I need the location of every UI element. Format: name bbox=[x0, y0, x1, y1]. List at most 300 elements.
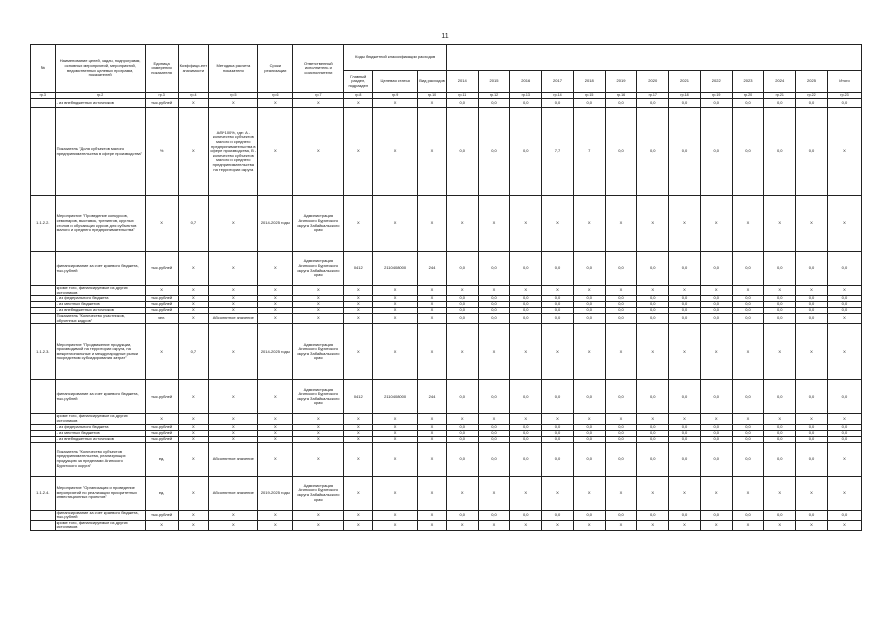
row-title: Мероприятие "Организация и проведение мероприятий по реализации приоритетных инвестиционных проектов" bbox=[55, 476, 145, 510]
table-cell: A/B*100%, где: A - количество субъектов малого и среднего предпринимательства в сфере производства, B - количество субъектов малого и среднего предпринимательства на территории округа bbox=[209, 108, 258, 196]
table-cell: 0,0 bbox=[732, 99, 764, 108]
table-cell: 0,0 bbox=[542, 442, 574, 476]
table-cell: X bbox=[827, 314, 861, 324]
table-cell: X bbox=[258, 510, 293, 520]
row-title: кроме того, финансируемые из других источников bbox=[55, 414, 145, 424]
table-cell: X bbox=[510, 414, 542, 424]
table-cell: 2014-2025 годы bbox=[258, 324, 293, 380]
header-year: 2016 bbox=[510, 71, 542, 93]
header-number: № bbox=[31, 45, 56, 93]
table-cell: 0,0 bbox=[446, 424, 478, 430]
row-title: финансирование за счет краевого бюджета, тыс.рублей bbox=[55, 510, 145, 520]
table-row bbox=[31, 520, 862, 530]
table-cell: X bbox=[510, 476, 542, 510]
table-cell: 0,0 bbox=[542, 314, 574, 324]
column-number: гр.23 bbox=[827, 93, 861, 99]
row-code bbox=[31, 99, 56, 108]
table-cell: X bbox=[669, 196, 701, 252]
table-cell: X bbox=[637, 196, 669, 252]
table-cell: X bbox=[258, 436, 293, 442]
table-row bbox=[31, 196, 862, 252]
table-cell: 244 bbox=[418, 380, 447, 414]
table-cell: X bbox=[209, 302, 258, 308]
table-cell: X bbox=[732, 286, 764, 296]
table-row bbox=[31, 510, 862, 520]
table-cell: 0,0 bbox=[764, 424, 796, 430]
table-cell: X bbox=[669, 324, 701, 380]
table-cell: X bbox=[732, 520, 764, 530]
table-cell: X bbox=[542, 414, 574, 424]
table-cell: 0,0 bbox=[700, 442, 732, 476]
table-cell: 0,0 bbox=[764, 252, 796, 286]
table-cell: X bbox=[764, 196, 796, 252]
row-code bbox=[31, 442, 56, 476]
table-cell: 0,0 bbox=[605, 308, 637, 314]
row-title: Показатель "Количество участников, обученных кадров" bbox=[55, 314, 145, 324]
table-cell: X bbox=[145, 520, 178, 530]
table-cell: X bbox=[258, 442, 293, 476]
table-cell: 0,0 bbox=[796, 308, 828, 314]
table-cell: X bbox=[178, 430, 209, 436]
column-number: гр.13 bbox=[510, 93, 542, 99]
table-cell: 0,0 bbox=[796, 108, 828, 196]
table-cell: X bbox=[764, 414, 796, 424]
column-number: гр.22 bbox=[796, 93, 828, 99]
table-cell: X bbox=[732, 324, 764, 380]
table-cell: 0,0 bbox=[796, 252, 828, 286]
table-cell: X bbox=[344, 436, 373, 442]
table-cell: 0,0 bbox=[764, 430, 796, 436]
column-number: гр.15 bbox=[573, 93, 605, 99]
table-cell: X bbox=[178, 314, 209, 324]
table-cell: 0,0 bbox=[669, 296, 701, 302]
column-number: гр.5 bbox=[209, 93, 258, 99]
table-cell: 0,0 bbox=[605, 252, 637, 286]
table-cell: X bbox=[344, 196, 373, 252]
column-number: гр.14 bbox=[542, 93, 574, 99]
table-cell: 0,0 bbox=[732, 436, 764, 442]
table-cell: X bbox=[827, 414, 861, 424]
table-cell: X bbox=[732, 476, 764, 510]
table-cell: 0,0 bbox=[637, 442, 669, 476]
table-cell: 0,0 bbox=[827, 380, 861, 414]
table-cell: X bbox=[446, 520, 478, 530]
table-cell: X bbox=[796, 196, 828, 252]
table-cell: X bbox=[796, 520, 828, 530]
table-cell: 2110408000 bbox=[373, 380, 418, 414]
table-cell: X bbox=[178, 302, 209, 308]
column-number: гр.20 bbox=[732, 93, 764, 99]
table-cell: X bbox=[258, 302, 293, 308]
table-cell: 0,7 bbox=[178, 196, 209, 252]
table-cell: 0,0 bbox=[700, 380, 732, 414]
table-cell: X bbox=[178, 476, 209, 510]
table-cell: 0,0 bbox=[637, 108, 669, 196]
table-cell: 0,0 bbox=[542, 510, 574, 520]
table-cell: 0,0 bbox=[478, 510, 510, 520]
row-title: - из местных бюджетов bbox=[55, 430, 145, 436]
table-row bbox=[31, 414, 862, 424]
table-row bbox=[31, 380, 862, 414]
table-cell: X bbox=[178, 380, 209, 414]
row-title: финансирование за счет краевого бюджета, тыс.рублей bbox=[55, 380, 145, 414]
row-title: - из федерального бюджета bbox=[55, 424, 145, 430]
table-cell: X bbox=[796, 286, 828, 296]
table-cell: X bbox=[293, 414, 344, 424]
table-cell: X bbox=[669, 286, 701, 296]
table-cell: X bbox=[373, 324, 418, 380]
table-cell: X bbox=[373, 510, 418, 520]
table-cell: X bbox=[344, 296, 373, 302]
table-cell: X bbox=[373, 302, 418, 308]
table-cell: X bbox=[418, 430, 447, 436]
table-cell: 0,0 bbox=[510, 308, 542, 314]
table-cell: X bbox=[478, 476, 510, 510]
column-number: гр.3 bbox=[31, 93, 56, 99]
table-cell: 0,0 bbox=[605, 108, 637, 196]
header-unit: Единица измерения показателя bbox=[145, 45, 178, 93]
page-number: 11 bbox=[441, 33, 449, 40]
table-cell: X bbox=[764, 520, 796, 530]
table-cell: 0,0 bbox=[796, 380, 828, 414]
table-cell: 0,0 bbox=[573, 252, 605, 286]
table-row bbox=[31, 252, 862, 286]
header-year: 2017 bbox=[542, 71, 574, 93]
table-row bbox=[31, 476, 862, 510]
table-cell: 0,0 bbox=[510, 424, 542, 430]
header-year: 2015 bbox=[478, 71, 510, 93]
table-cell: 0,0 bbox=[573, 430, 605, 436]
table-cell: X bbox=[418, 510, 447, 520]
table-cell: X bbox=[344, 286, 373, 296]
table-cell: X bbox=[344, 324, 373, 380]
table-cell: X bbox=[178, 436, 209, 442]
table-cell: X bbox=[209, 99, 258, 108]
table-cell: X bbox=[209, 324, 258, 380]
table-cell: X bbox=[145, 286, 178, 296]
table-cell: X bbox=[178, 510, 209, 520]
table-cell: X bbox=[258, 430, 293, 436]
header-expense-type: Вид расходов bbox=[418, 71, 447, 93]
table-cell: 0,0 bbox=[764, 302, 796, 308]
table-cell: 0,0 bbox=[510, 252, 542, 286]
table-cell: 0,0 bbox=[669, 424, 701, 430]
table-cell: X bbox=[293, 286, 344, 296]
table-cell: X bbox=[827, 442, 861, 476]
column-number: гр.10 bbox=[418, 93, 447, 99]
table-cell: 0,0 bbox=[669, 436, 701, 442]
table-cell: X bbox=[145, 196, 178, 252]
table-cell: 7 bbox=[573, 108, 605, 196]
table-cell: 0,0 bbox=[573, 302, 605, 308]
table-cell: 0,0 bbox=[573, 436, 605, 442]
table-cell: 0,7 bbox=[178, 324, 209, 380]
table-cell: X bbox=[145, 324, 178, 380]
table-cell: X bbox=[344, 520, 373, 530]
table-cell: X bbox=[418, 436, 447, 442]
table-cell: X bbox=[700, 324, 732, 380]
table-cell: Администрация Агинского Бурятского округа Забайкальского края bbox=[293, 380, 344, 414]
header-year: 2021 bbox=[669, 71, 701, 93]
header-target-article: Целевая статья bbox=[373, 71, 418, 93]
table-cell: X bbox=[478, 414, 510, 424]
table-cell: X bbox=[605, 324, 637, 380]
table-cell: 0,0 bbox=[478, 424, 510, 430]
table-cell: 0,0 bbox=[700, 430, 732, 436]
table-cell: 0,0 bbox=[605, 510, 637, 520]
table-cell: 0,0 bbox=[796, 436, 828, 442]
table-cell: 7,7 bbox=[542, 108, 574, 196]
table-cell: 0,0 bbox=[827, 510, 861, 520]
table-cell: X bbox=[373, 99, 418, 108]
table-cell: 0,0 bbox=[637, 296, 669, 302]
table-cell: 0,0 bbox=[446, 296, 478, 302]
table-cell: 0,0 bbox=[573, 442, 605, 476]
table-cell: 0,0 bbox=[446, 314, 478, 324]
table-cell: 0,0 bbox=[446, 308, 478, 314]
table-cell: 0,0 bbox=[510, 108, 542, 196]
table-cell: X bbox=[258, 252, 293, 286]
table-cell: X bbox=[669, 520, 701, 530]
column-number: гр.7 bbox=[293, 93, 344, 99]
table-cell: 0,0 bbox=[446, 510, 478, 520]
table-cell: X bbox=[178, 108, 209, 196]
table-cell: X bbox=[258, 314, 293, 324]
table-cell: ед. bbox=[145, 442, 178, 476]
table-cell: 0,0 bbox=[700, 252, 732, 286]
row-title: Показатель "Доля субъектов малого предпринимательства в сфере производства" bbox=[55, 108, 145, 196]
header-method: Методика расчета показателя bbox=[209, 45, 258, 93]
table-cell: 0,0 bbox=[478, 442, 510, 476]
table-cell: X bbox=[209, 252, 258, 286]
table-cell: X bbox=[764, 286, 796, 296]
table-cell: 2019-2025 годы bbox=[258, 476, 293, 510]
column-number: гр.12 bbox=[478, 93, 510, 99]
table-cell: 0,0 bbox=[446, 442, 478, 476]
table-cell: 0,0 bbox=[542, 252, 574, 286]
table-cell: X bbox=[605, 286, 637, 296]
table-cell: 0,0 bbox=[478, 314, 510, 324]
table-cell: X bbox=[373, 430, 418, 436]
table-cell: X bbox=[764, 324, 796, 380]
row-code bbox=[31, 520, 56, 530]
header-name: Наименование целей, задач, подпрограмм, основных мероприятий, мероприятий, ведомственных целевых программ, показателей bbox=[55, 45, 145, 93]
header-section: Главный раздел, подраздел bbox=[344, 71, 373, 93]
table-row bbox=[31, 324, 862, 380]
table-cell: X bbox=[418, 296, 447, 302]
table-cell: 0,0 bbox=[637, 380, 669, 414]
table-cell: 0,0 bbox=[573, 99, 605, 108]
table-cell: X bbox=[542, 520, 574, 530]
row-code bbox=[31, 252, 56, 286]
row-code: 1.1.2.2. bbox=[31, 196, 56, 252]
table-cell: X bbox=[344, 476, 373, 510]
row-title: Мероприятие "Проведение конкурсов, семинаров, выставок, тренингов, круглых столов и обучающих курсов для субъектов малого и среднего предпринимательства" bbox=[55, 196, 145, 252]
table-cell: X bbox=[446, 196, 478, 252]
table-cell: X bbox=[827, 520, 861, 530]
table-cell: Абсолютное значение bbox=[209, 476, 258, 510]
table-cell: ед. bbox=[145, 476, 178, 510]
header-coefficient: Коэффици-ент значимости bbox=[178, 45, 209, 93]
table-cell: 0,0 bbox=[669, 108, 701, 196]
table-cell: X bbox=[344, 510, 373, 520]
table-cell: 0,0 bbox=[764, 308, 796, 314]
table-cell: 0,0 bbox=[446, 252, 478, 286]
table-cell: 0,0 bbox=[510, 380, 542, 414]
table-cell: 0,0 bbox=[637, 430, 669, 436]
table-cell: X bbox=[258, 286, 293, 296]
table-cell: X bbox=[344, 302, 373, 308]
table-cell: X bbox=[373, 476, 418, 510]
table-cell: X bbox=[637, 286, 669, 296]
header-year: 2018 bbox=[573, 71, 605, 93]
table-cell: 0,0 bbox=[605, 99, 637, 108]
table-cell: X bbox=[258, 99, 293, 108]
table-cell: 0,0 bbox=[542, 296, 574, 302]
table-cell: 0,0 bbox=[637, 99, 669, 108]
row-code bbox=[31, 380, 56, 414]
table-cell: 0,0 bbox=[827, 302, 861, 308]
table-cell: 0,0 bbox=[700, 108, 732, 196]
table-cell: X bbox=[344, 99, 373, 108]
row-code bbox=[31, 108, 56, 196]
table-cell: X bbox=[178, 252, 209, 286]
table-cell: X bbox=[418, 442, 447, 476]
table-cell: 0,0 bbox=[573, 380, 605, 414]
header-year: 2022 bbox=[700, 71, 732, 93]
table-cell: X bbox=[373, 286, 418, 296]
table-cell: X bbox=[637, 520, 669, 530]
column-number: гр.6 bbox=[258, 93, 293, 99]
table-cell: 0,0 bbox=[637, 424, 669, 430]
row-title: - из внебюджетных источников bbox=[55, 99, 145, 108]
table-cell: 0,0 bbox=[573, 296, 605, 302]
table-row bbox=[31, 108, 862, 196]
table-cell: X bbox=[178, 286, 209, 296]
table-cell: 0,0 bbox=[542, 302, 574, 308]
table-cell: X bbox=[446, 324, 478, 380]
table-cell: 0,0 bbox=[637, 308, 669, 314]
table-cell: X bbox=[446, 286, 478, 296]
table-cell: 0,0 bbox=[669, 442, 701, 476]
table-cell: 0,0 bbox=[510, 314, 542, 324]
table-cell: X bbox=[344, 424, 373, 430]
column-number: гр.17 bbox=[637, 93, 669, 99]
table-cell: 0,0 bbox=[637, 252, 669, 286]
table-cell: X bbox=[293, 424, 344, 430]
table-cell: 0,0 bbox=[542, 380, 574, 414]
table-cell: 0,0 bbox=[827, 424, 861, 430]
table-cell: 0,0 bbox=[732, 108, 764, 196]
header-budget-codes: Коды бюджетной классификации расходов bbox=[344, 45, 446, 71]
table-cell: X bbox=[605, 476, 637, 510]
table-cell: Администрация Агинского Бурятского округа Забайкальского края bbox=[293, 252, 344, 286]
row-title: - из местных бюджетов bbox=[55, 302, 145, 308]
table-cell: X bbox=[209, 424, 258, 430]
table-cell: 0,0 bbox=[510, 296, 542, 302]
table-cell: X bbox=[178, 442, 209, 476]
table-cell: 0,0 bbox=[637, 314, 669, 324]
table-cell: X bbox=[293, 442, 344, 476]
table-cell: 0,0 bbox=[605, 442, 637, 476]
table-cell: X bbox=[573, 196, 605, 252]
column-number: гр.3 bbox=[145, 93, 178, 99]
table-cell: тыс.рублей bbox=[145, 296, 178, 302]
table-cell: X bbox=[478, 324, 510, 380]
table-cell: 0,0 bbox=[732, 442, 764, 476]
table-cell: 0,0 bbox=[542, 424, 574, 430]
table-cell: X bbox=[827, 324, 861, 380]
table-cell: 0,0 bbox=[827, 308, 861, 314]
table-cell: X bbox=[573, 286, 605, 296]
table-cell: 0,0 bbox=[796, 430, 828, 436]
column-number: гр.4 bbox=[178, 93, 209, 99]
table-cell: 0,0 bbox=[605, 380, 637, 414]
table-cell: 0,0 bbox=[542, 436, 574, 442]
table-cell: X bbox=[573, 520, 605, 530]
table-cell: 0,0 bbox=[732, 296, 764, 302]
table-cell: 0,0 bbox=[764, 296, 796, 302]
table-row bbox=[31, 286, 862, 296]
table-cell: X bbox=[418, 314, 447, 324]
table-cell: 0,0 bbox=[669, 380, 701, 414]
table-cell: X bbox=[373, 108, 418, 196]
table-cell: 0,0 bbox=[605, 314, 637, 324]
table-cell: X bbox=[418, 414, 447, 424]
table-cell: X bbox=[573, 414, 605, 424]
row-title: кроме того, финансируемые из других источников bbox=[55, 520, 145, 530]
header-year: 2023 bbox=[732, 71, 764, 93]
table-cell: тыс.рублей bbox=[145, 252, 178, 286]
table-cell: 0,0 bbox=[542, 430, 574, 436]
table-cell: 0,0 bbox=[827, 252, 861, 286]
row-code: 1.1.2.3. bbox=[31, 324, 56, 380]
table-cell: 2110408000 bbox=[373, 252, 418, 286]
header-executor: Ответственный исполнитель и соисполнители bbox=[293, 45, 344, 93]
row-title: - из внебюджетных источников bbox=[55, 436, 145, 442]
table-cell: 0,0 bbox=[700, 510, 732, 520]
table-cell: X bbox=[373, 520, 418, 530]
table-cell: 0,0 bbox=[446, 380, 478, 414]
header-year: 2020 bbox=[637, 71, 669, 93]
table-cell: 0,0 bbox=[764, 108, 796, 196]
table-cell: 0412 bbox=[344, 252, 373, 286]
table-cell: 0,0 bbox=[542, 99, 574, 108]
table-cell: X bbox=[344, 414, 373, 424]
table-cell: 0,0 bbox=[478, 252, 510, 286]
table-cell: X bbox=[344, 308, 373, 314]
table-cell: X bbox=[178, 424, 209, 430]
table-cell: Администрация Агинского Бурятского округа Забайкальского края bbox=[293, 324, 344, 380]
table-cell: X bbox=[178, 520, 209, 530]
table-cell: 0,0 bbox=[573, 308, 605, 314]
table-cell: Администрация Агинского Бурятского округа Забайкальского края bbox=[293, 476, 344, 510]
column-number: гр.21 bbox=[764, 93, 796, 99]
table-cell: Администрация Агинского Бурятского округа Забайкальского края bbox=[293, 196, 344, 252]
table-cell: 0,0 bbox=[669, 302, 701, 308]
table-cell: X bbox=[258, 414, 293, 424]
table-cell: 0,0 bbox=[542, 308, 574, 314]
table-cell: X bbox=[637, 324, 669, 380]
table-cell: 0,0 bbox=[732, 314, 764, 324]
table-cell: 0,0 bbox=[446, 430, 478, 436]
table-cell: 0,0 bbox=[478, 380, 510, 414]
header-year: 2024 bbox=[764, 71, 796, 93]
table-cell: 0,0 bbox=[637, 510, 669, 520]
table-cell: 0,0 bbox=[732, 430, 764, 436]
table-cell: 0,0 bbox=[764, 380, 796, 414]
table-cell: X bbox=[373, 296, 418, 302]
